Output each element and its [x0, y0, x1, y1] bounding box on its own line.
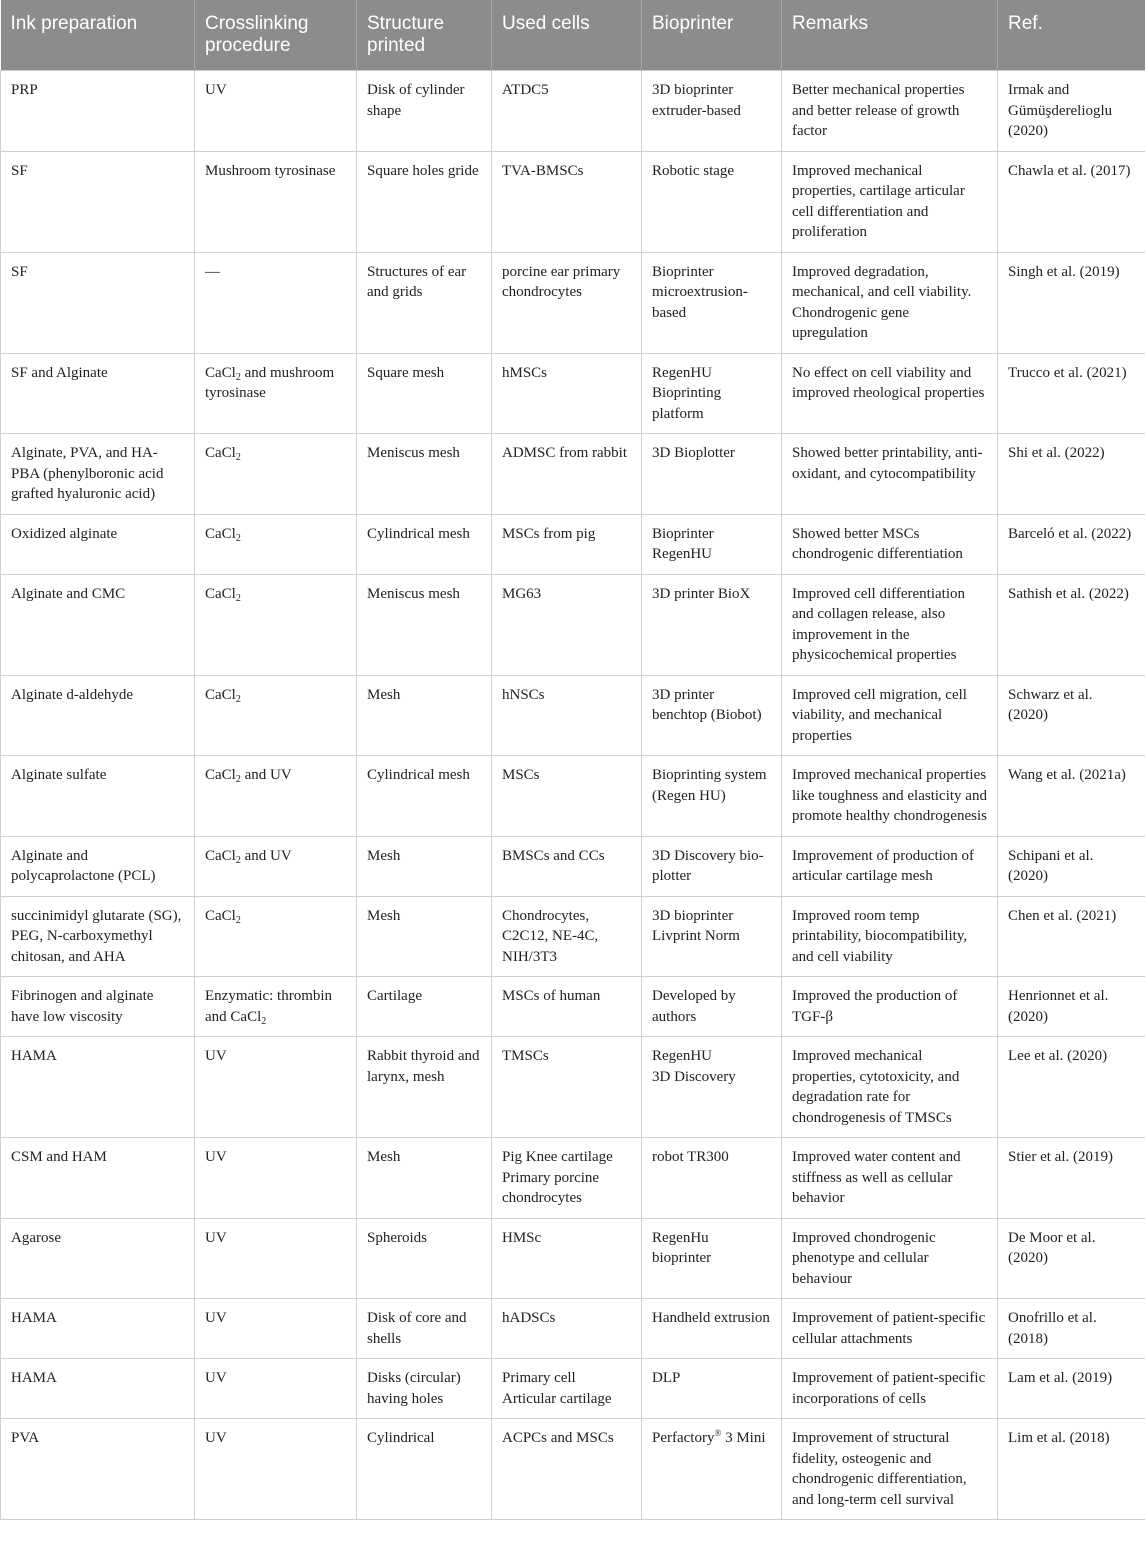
- cell-text: Singh et al. (2019): [1008, 263, 1120, 280]
- cell-text: Handheld extrusion: [652, 1310, 770, 1326]
- cell-text: Chawla et al. (2017): [1008, 162, 1131, 179]
- cell-text: Mesh: [367, 686, 401, 703]
- cell-text: Lam et al. (2019): [1008, 1370, 1113, 1386]
- cell-text: Bioprinter RegenHU: [652, 525, 714, 562]
- cell-text: Stier et al. (2019): [1008, 1149, 1113, 1165]
- cell-ref: [998, 756, 1145, 837]
- cell-used-cells: [492, 353, 642, 434]
- header-used-cells: Used cells: [492, 0, 642, 71]
- cell-text: TMSCs: [502, 1048, 549, 1064]
- table-row: [1, 1359, 1145, 1419]
- cell-text: Showed better MSCs chondrogenic differentiation: [792, 525, 963, 562]
- cell-crosslinking: [195, 1138, 357, 1219]
- cell-used-cells: [492, 1359, 642, 1419]
- cell-text: Perfactory® 3 Mini: [652, 1428, 766, 1446]
- cell-text: Agarose: [11, 1229, 61, 1246]
- cell-structure-printed: [357, 353, 492, 434]
- cell-text: Cylindrical mesh: [367, 767, 470, 783]
- cell-bioprinter: [642, 1218, 782, 1299]
- cell-text: Mesh: [367, 907, 401, 924]
- cell-crosslinking: [195, 977, 357, 1037]
- cell-crosslinking: [195, 756, 357, 837]
- table-row: [1, 1138, 1145, 1219]
- header-crosslinking-procedure: Crosslinking procedure: [195, 0, 357, 71]
- cell-structure-printed: [357, 756, 492, 837]
- cell-text: Rabbit thyroid and larynx, mesh: [367, 1048, 480, 1085]
- cell-text: CaCl$_2$ and UV: [205, 847, 292, 866]
- cell-remarks: [782, 353, 998, 434]
- cell-ink-preparation: [1, 756, 195, 837]
- cell-text: PRP: [11, 82, 38, 98]
- cell-bioprinter: [642, 1138, 782, 1219]
- cell-remarks: [782, 1299, 998, 1359]
- cell-remarks: [782, 1138, 998, 1219]
- cell-ink-preparation: [1, 252, 195, 353]
- cell-bioprinter: [642, 252, 782, 353]
- cell-text: Disk of core and shells: [367, 1310, 467, 1347]
- cell-text: Cartilage: [367, 988, 422, 1004]
- cell-used-cells: [492, 756, 642, 837]
- cell-text: Alginate and polycaprolactone (PCL): [11, 847, 156, 884]
- cell-remarks: [782, 977, 998, 1037]
- cell-text: Mushroom tyrosinase: [205, 162, 336, 179]
- cell-text: Improvement of structural fidelity, osteogenic and chondrogenic differentiation, and long-term cell survival: [792, 1430, 967, 1508]
- cell-structure-printed: [357, 836, 492, 896]
- cell-ink-preparation: [1, 1037, 195, 1138]
- table-row: [1, 1299, 1145, 1359]
- cell-text: Developed by authors: [652, 988, 736, 1025]
- cell-used-cells: [492, 252, 642, 353]
- cell-text: Improved mechanical properties, cartilage articular cell differentiation and proliferation: [792, 162, 965, 240]
- table-row: [1, 353, 1145, 434]
- cell-structure-printed: [357, 151, 492, 252]
- cell-text: Alginate and CMC: [11, 585, 126, 602]
- cell-text: UV: [205, 1149, 227, 1165]
- cell-ink-preparation: [1, 1419, 195, 1520]
- cell-text: Alginate, PVA, and HA-PBA (phenylboronic acid grafted hyaluronic acid): [11, 445, 164, 502]
- cell-text: 3D printer BioX: [652, 585, 751, 602]
- cell-ink-preparation: [1, 1299, 195, 1359]
- cell-ink-preparation: [1, 151, 195, 252]
- cell-ink-preparation: [1, 514, 195, 574]
- cell-crosslinking: [195, 836, 357, 896]
- cell-text: Bioprinting system (Regen HU): [652, 767, 767, 804]
- cell-crosslinking: [195, 896, 357, 977]
- table-row: [1, 675, 1145, 756]
- cell-used-cells: [492, 71, 642, 152]
- cell-text: Chen et al. (2021): [1008, 907, 1117, 924]
- table-row: [1, 434, 1145, 515]
- cell-structure-printed: [357, 71, 492, 152]
- cell-text: Mesh: [367, 847, 401, 864]
- cell-text: Spheroids: [367, 1229, 427, 1246]
- cell-text: UV: [205, 1229, 227, 1246]
- cell-used-cells: [492, 675, 642, 756]
- cell-text: Chondrocytes, C2C12, NE-4C, NIH/3T3: [502, 907, 599, 965]
- cell-text: Structures of ear and grids: [367, 263, 467, 300]
- cell-text: HAMA: [11, 1048, 57, 1064]
- table-row: [1, 1419, 1145, 1520]
- cell-ref: [998, 1138, 1145, 1219]
- cell-crosslinking: [195, 675, 357, 756]
- cell-text: Disks (circular) having holes: [367, 1370, 461, 1407]
- cell-text: Improved chondrogenic phenotype and cellular behaviour: [792, 1229, 936, 1287]
- cell-text: Barceló et al. (2022): [1008, 525, 1132, 542]
- cell-text: SF and Alginate: [11, 364, 108, 381]
- table-header: [1, 0, 1145, 71]
- cell-text: Improved the production of TGF-β: [792, 988, 958, 1025]
- cell-used-cells: [492, 977, 642, 1037]
- table-row: [1, 756, 1145, 837]
- cell-ink-preparation: [1, 574, 195, 675]
- cell-used-cells: [492, 434, 642, 515]
- cell-ink-preparation: [1, 896, 195, 977]
- table-row: [1, 836, 1145, 896]
- cell-crosslinking: [195, 353, 357, 434]
- cell-used-cells: [492, 896, 642, 977]
- table-row: [1, 252, 1145, 353]
- cell-text: Square mesh: [367, 364, 445, 381]
- cell-crosslinking: [195, 574, 357, 675]
- cell-remarks: [782, 514, 998, 574]
- cell-used-cells: [492, 151, 642, 252]
- cell-text: MG63: [502, 585, 542, 602]
- cell-text: TVA-BMSCs: [502, 162, 584, 179]
- cell-text: Alginate sulfate: [11, 767, 107, 783]
- cell-remarks: [782, 896, 998, 977]
- cell-text: CaCl$_2$ and mushroom tyrosinase: [205, 364, 335, 401]
- table-row: [1, 514, 1145, 574]
- cell-text: Improved mechanical properties like toughness and elasticity and promote healthy chondrogenesis: [792, 767, 987, 824]
- cell-text: Robotic stage: [652, 162, 735, 179]
- cell-remarks: [782, 1218, 998, 1299]
- cell-ref: [998, 353, 1145, 434]
- cell-text: UV: [205, 82, 227, 98]
- cell-text: Improved cell differentiation and collagen release, also improvement in the physicochemical properties: [792, 585, 965, 663]
- cell-ref: [998, 977, 1145, 1037]
- cell-text: Mesh: [367, 1149, 401, 1165]
- cell-text: CaCl$_2$: [205, 445, 241, 463]
- cell-text: Onofrillo et al. (2018): [1008, 1310, 1097, 1347]
- table-row: [1, 151, 1145, 252]
- cell-structure-printed: [357, 1359, 492, 1419]
- cell-structure-printed: [357, 1299, 492, 1359]
- cell-crosslinking: [195, 1218, 357, 1299]
- cell-ref: [998, 1218, 1145, 1299]
- cell-structure-printed: [357, 1419, 492, 1520]
- cell-ink-preparation: [1, 71, 195, 152]
- cell-ink-preparation: [1, 1359, 195, 1419]
- cell-text: Pig Knee cartilage Primary porcine chondrocytes: [502, 1149, 613, 1206]
- cell-bioprinter: [642, 1359, 782, 1419]
- cell-text: Bioprinter microextrusion-based: [652, 263, 748, 321]
- cell-text: 3D printer benchtop (Biobot): [652, 686, 762, 723]
- cell-structure-printed: [357, 1037, 492, 1138]
- cell-bioprinter: [642, 896, 782, 977]
- cell-bioprinter: [642, 836, 782, 896]
- cell-used-cells: [492, 836, 642, 896]
- cell-crosslinking: [195, 514, 357, 574]
- cell-ref: [998, 675, 1145, 756]
- cell-text: CSM and HAM: [11, 1149, 107, 1165]
- cell-ref: [998, 71, 1145, 152]
- table-row: [1, 71, 1145, 152]
- cell-text: No effect on cell viability and improved rheological properties: [792, 364, 985, 401]
- cell-ref: [998, 151, 1145, 252]
- cell-text: Improvement of patient-specific incorporations of cells: [792, 1370, 986, 1407]
- cell-text: MSCs of human: [502, 988, 601, 1004]
- cell-bioprinter: [642, 574, 782, 675]
- cell-ink-preparation: [1, 1218, 195, 1299]
- cell-text: Cylindrical mesh: [367, 525, 470, 542]
- cell-ink-preparation: [1, 1138, 195, 1219]
- cell-text: ATDC5: [502, 82, 549, 98]
- cell-used-cells: [492, 1419, 642, 1520]
- cell-remarks: [782, 252, 998, 353]
- header-remarks: Remarks: [782, 0, 998, 71]
- cell-remarks: [782, 71, 998, 152]
- cell-ink-preparation: [1, 977, 195, 1037]
- cell-bioprinter: [642, 756, 782, 837]
- cell-text: Improved cell migration, cell viability, and mechanical properties: [792, 686, 967, 744]
- cell-text: Schwarz et al. (2020): [1008, 686, 1093, 723]
- cell-text: 3D Discovery bio-plotter: [652, 847, 764, 884]
- cell-structure-printed: [357, 1138, 492, 1219]
- cell-text: Lim et al. (2018): [1008, 1430, 1110, 1446]
- cell-structure-printed: [357, 977, 492, 1037]
- cell-text: Wang et al. (2021a): [1008, 767, 1126, 783]
- cell-ref: [998, 252, 1145, 353]
- cell-structure-printed: [357, 1218, 492, 1299]
- table-row: [1, 574, 1145, 675]
- cell-text: Henrionnet et al. (2020): [1008, 988, 1109, 1025]
- cell-text: —: [205, 263, 220, 280]
- cell-bioprinter: [642, 353, 782, 434]
- table-row: [1, 1037, 1145, 1138]
- cell-structure-printed: [357, 434, 492, 515]
- cell-text: Improved water content and stiffness as well as cellular behavior: [792, 1149, 961, 1206]
- cell-text: UV: [205, 1370, 227, 1386]
- cell-ref: [998, 1419, 1145, 1520]
- cell-remarks: [782, 756, 998, 837]
- cell-text: RegenHU Bioprinting platform: [652, 364, 722, 422]
- cell-text: MSCs from pig: [502, 525, 596, 542]
- cell-ink-preparation: [1, 675, 195, 756]
- cell-ink-preparation: [1, 434, 195, 515]
- cell-remarks: [782, 675, 998, 756]
- cell-text: hNSCs: [502, 686, 545, 703]
- header-bioprinter: Bioprinter: [642, 0, 782, 71]
- header-structure-printed: Structure printed: [357, 0, 492, 71]
- cell-crosslinking: [195, 71, 357, 152]
- cell-bioprinter: [642, 675, 782, 756]
- cell-text: SF: [11, 162, 28, 179]
- cell-crosslinking: [195, 1037, 357, 1138]
- cell-text: Cylindrical: [367, 1430, 435, 1446]
- cell-remarks: [782, 574, 998, 675]
- cell-text: Fibrinogen and alginate have low viscosity: [11, 988, 154, 1025]
- cell-bioprinter: [642, 1299, 782, 1359]
- cell-text: Showed better printability, anti-oxidant, and cytocompatibility: [792, 445, 983, 482]
- table-row: [1, 977, 1145, 1037]
- cell-text: Improvement of production of articular cartilage mesh: [792, 847, 975, 884]
- cell-text: De Moor et al. (2020): [1008, 1229, 1096, 1266]
- cell-text: 3D bioprinter Livprint Norm: [652, 907, 740, 944]
- table-row: [1, 1218, 1145, 1299]
- cell-text: RegenHu bioprinter: [652, 1229, 712, 1266]
- cell-used-cells: [492, 514, 642, 574]
- cell-crosslinking: [195, 1299, 357, 1359]
- cell-text: CaCl$_2$: [205, 585, 241, 604]
- cell-text: SF: [11, 263, 28, 280]
- cell-text: CaCl$_2$ and UV: [205, 767, 292, 785]
- cell-text: MSCs: [502, 767, 540, 783]
- cell-bioprinter: [642, 1419, 782, 1520]
- cell-structure-printed: [357, 252, 492, 353]
- cell-structure-printed: [357, 574, 492, 675]
- cell-ref: [998, 434, 1145, 515]
- cell-text: Trucco et al. (2021): [1008, 364, 1127, 381]
- cell-text: Improvement of patient-specific cellular attachments: [792, 1310, 986, 1347]
- cell-structure-printed: [357, 675, 492, 756]
- cell-text: CaCl$_2$: [205, 907, 241, 926]
- cell-structure-printed: [357, 896, 492, 977]
- cell-text: Primary cell Articular cartilage: [502, 1370, 612, 1407]
- cell-used-cells: [492, 1299, 642, 1359]
- cell-text: Shi et al. (2022): [1008, 445, 1105, 461]
- cell-used-cells: [492, 1037, 642, 1138]
- cell-remarks: [782, 434, 998, 515]
- cell-text: UV: [205, 1430, 227, 1446]
- cell-ref: [998, 514, 1145, 574]
- cell-text: porcine ear primary chondrocytes: [502, 263, 621, 300]
- cell-used-cells: [492, 574, 642, 675]
- cell-used-cells: [492, 1138, 642, 1219]
- cell-text: 3D Bioplotter: [652, 445, 735, 461]
- cell-ref: [998, 1037, 1145, 1138]
- cell-crosslinking: [195, 434, 357, 515]
- cell-text: HAMA: [11, 1310, 57, 1326]
- cell-text: Disk of cylinder shape: [367, 82, 465, 119]
- cell-crosslinking: [195, 151, 357, 252]
- cell-bioprinter: [642, 514, 782, 574]
- cell-remarks: [782, 1419, 998, 1520]
- cell-text: Lee et al. (2020): [1008, 1048, 1108, 1064]
- cell-text: CaCl$_2$: [205, 686, 241, 705]
- cell-text: Sathish et al. (2022): [1008, 585, 1129, 602]
- table-row: [1, 896, 1145, 977]
- header-ink-preparation: Ink preparation: [1, 0, 195, 71]
- cell-crosslinking: [195, 1419, 357, 1520]
- cell-text: Improved room temp printability, biocompatibility, and cell viability: [792, 907, 968, 965]
- cell-remarks: [782, 1037, 998, 1138]
- cell-crosslinking: [195, 1359, 357, 1419]
- cell-text: HMSc: [502, 1229, 542, 1246]
- cell-text: UV: [205, 1048, 227, 1064]
- cell-text: Improved degradation, mechanical, and cell viability. Chondrogenic gene upregulation: [792, 263, 972, 341]
- cell-bioprinter: [642, 977, 782, 1037]
- cell-text: PVA: [11, 1430, 40, 1446]
- cell-crosslinking: [195, 252, 357, 353]
- cell-text: ADMSC from rabbit: [502, 445, 627, 461]
- cell-text: Oxidized alginate: [11, 525, 118, 542]
- cell-text: Irmak and Gümüşderelioglu (2020): [1008, 82, 1113, 139]
- cell-text: DLP: [652, 1370, 681, 1386]
- cell-text: CaCl$_2$: [205, 525, 241, 544]
- cell-remarks: [782, 1359, 998, 1419]
- cell-text: Meniscus mesh: [367, 585, 460, 602]
- cell-text: Square holes gride: [367, 162, 479, 179]
- cell-text: Improved mechanical properties, cytotoxicity, and degradation rate for chondrogenesis of TMSCs: [792, 1048, 960, 1126]
- cell-remarks: [782, 151, 998, 252]
- cell-text: RegenHU 3D Discovery: [652, 1048, 736, 1085]
- cell-bioprinter: [642, 151, 782, 252]
- header-row: [1, 0, 1145, 71]
- cell-text: Enzymatic: thrombin and CaCl$_2$: [205, 988, 333, 1027]
- cell-text: succinimidyl glutarate (SG), PEG, N-carboxymethyl chitosan, and AHA: [11, 907, 182, 965]
- cell-bioprinter: [642, 434, 782, 515]
- cell-structure-printed: [357, 514, 492, 574]
- cell-ref: [998, 1359, 1145, 1419]
- cell-ink-preparation: [1, 836, 195, 896]
- cell-text: robot TR300: [652, 1149, 729, 1165]
- cell-text: Meniscus mesh: [367, 445, 460, 461]
- cell-text: BMSCs and CCs: [502, 847, 605, 864]
- cell-text: Schipani et al. (2020): [1008, 847, 1094, 884]
- cell-text: HAMA: [11, 1370, 57, 1386]
- cell-text: UV: [205, 1310, 227, 1326]
- cell-used-cells: [492, 1218, 642, 1299]
- cell-bioprinter: [642, 71, 782, 152]
- cell-text: hADSCs: [502, 1310, 556, 1326]
- table-body: [1, 71, 1145, 1520]
- cell-text: Better mechanical properties and better release of growth factor: [792, 82, 965, 139]
- header-ref: Ref.: [998, 0, 1145, 71]
- cell-ink-preparation: [1, 353, 195, 434]
- cell-ref: [998, 574, 1145, 675]
- cell-remarks: [782, 836, 998, 896]
- cell-bioprinter: [642, 1037, 782, 1138]
- cell-ref: [998, 1299, 1145, 1359]
- cell-text: ACPCs and MSCs: [502, 1430, 614, 1446]
- cell-text: Alginate d-aldehyde: [11, 686, 134, 703]
- cell-ref: [998, 836, 1145, 896]
- cell-ref: [998, 896, 1145, 977]
- cell-text: hMSCs: [502, 364, 548, 381]
- cell-text: 3D bioprinter extruder-based: [652, 82, 741, 119]
